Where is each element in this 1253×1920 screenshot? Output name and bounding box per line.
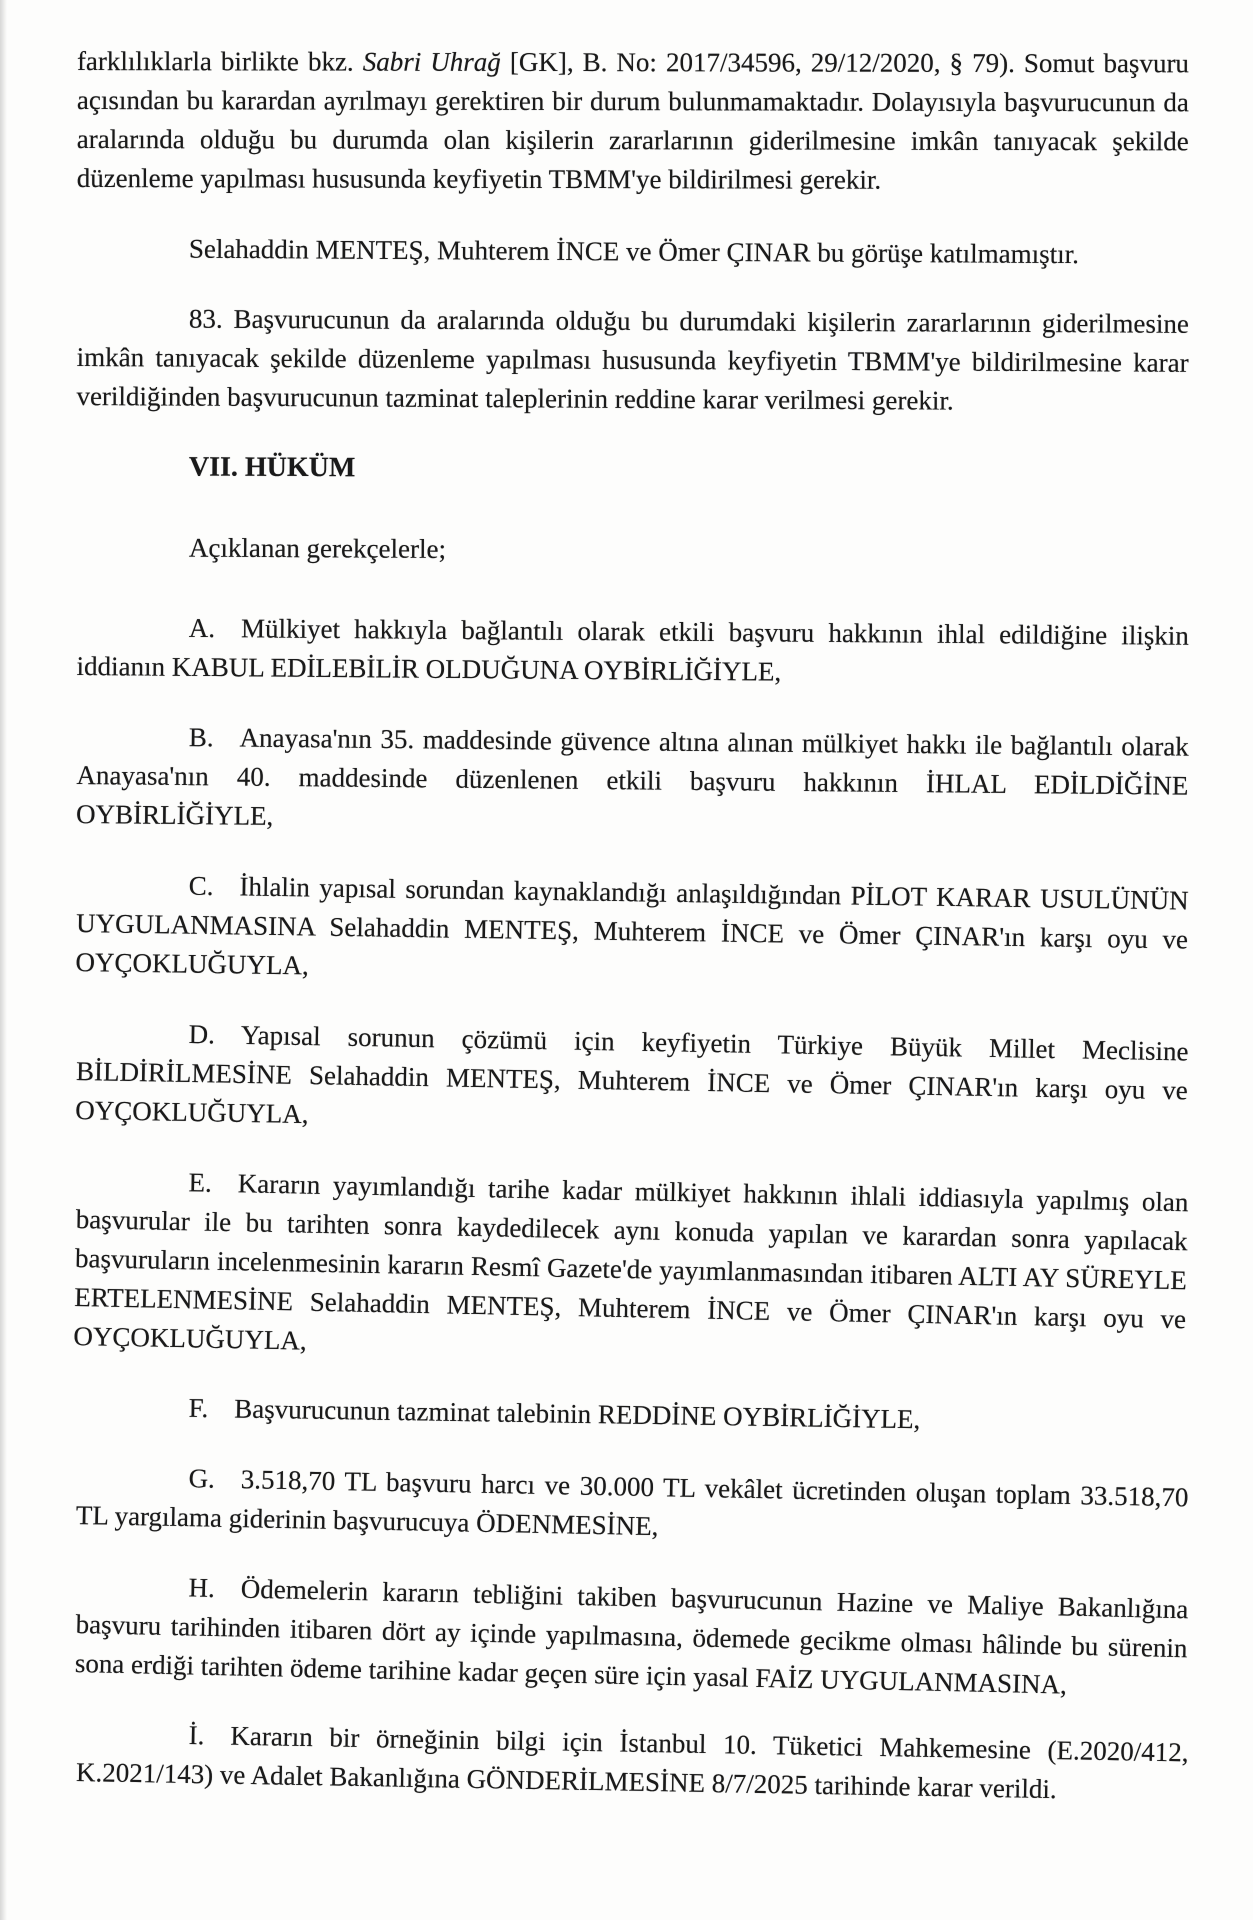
ruling-item-letter: F. <box>188 1392 209 1424</box>
ruling-item-letter: E. <box>188 1167 213 1198</box>
intro-line: Açıklanan gerekçelerle; <box>188 532 447 564</box>
ruling-item-i <box>76 1714 1189 1811</box>
ruling-item-letter: B. <box>188 722 214 753</box>
ruling-item-text: Anayasa'nın 35. maddesinde güvence altına alınan mülkiyet hakkı ile bağlantılı olarak Anayasa'nın 40. maddesinde düzenlenen etkili başvuru hakkının İHLAL EDİLDİĞİNE OYBİRLİĞİYLE, <box>75 722 1189 831</box>
ruling-item-text: Kararın yayımlandığı tarihe kadar mülkiyet hakkının ihlali iddiasıyla yapılmış olan başvurular ile bu tarihten sonra kaydedilecek aynı konuda yapılan ve karardan sonra yapılacak başvuruların incelenmesinin kararın Resmî Gazete'de yayımlanmasından itibaren ALTI AY SÜREYLE ERTELENMESİNE Selahaddin MENTEŞ, Muhterem İNCE ve Ömer ÇINAR'ın karşı oyu ve OYÇOKLUĞUYLA, <box>73 1168 1189 1356</box>
ruling-item-letter: A. <box>188 612 216 644</box>
ruling-item-text: 3.518,70 TL başvuru harcı ve 30.000 TL vekâlet ücretinden oluşan toplam 33.518,70 TL yargılama giderinin başvurucuya ÖDENMESİNE, <box>75 1464 1189 1542</box>
ruling-item-letter: C. <box>188 870 214 902</box>
ruling-item-f <box>76 1387 1188 1443</box>
ruling-item-text: İhlalin yapısal sorundan kaynaklandığı anlaşıldığından PİLOT KARAR USULÜNÜN UYGULANMASINA Selahaddin MENTEŞ, Muhterem İNCE ve Ömer ÇINAR'ın karşı oyu ve OYÇOKLUĞUYLA, <box>75 871 1189 981</box>
section-heading-hukum: VII. HÜKÜM <box>188 451 356 484</box>
ruling-item-e <box>73 1161 1189 1378</box>
ruling-item-d <box>75 1013 1189 1149</box>
ruling-item-g <box>76 1457 1189 1556</box>
ruling-item-b <box>76 717 1189 845</box>
ruling-item-letter: G. <box>188 1463 216 1494</box>
ruling-item-letter: D. <box>188 1018 216 1050</box>
dissent-note: Selahaddin MENTEŞ, Muhterem İNCE ve Ömer ÇINAR bu görüşe katılmamıştır. <box>188 233 1080 270</box>
ruling-item-text: Kararın bir örneğinin bilgi için İstanbul 10. Tüketici Mahkemesine (E.2020/412, K.2021/143) ve Adalet Bakanlığına GÖNDERİLMESİNE 8/7/2025 tarihinde karar verildi. <box>75 1720 1189 1805</box>
document-page <box>73 42 1189 1823</box>
ruling-item-letter: İ. <box>188 1719 205 1751</box>
ruling-item-letter: H. <box>188 1572 216 1604</box>
ruling-item-h <box>74 1566 1188 1707</box>
ruling-item-text: Yapısal sorunun çözümü için keyfiyetin Türkiye Büyük Millet Meclisine BİLDİRİLMESİNE Selahaddin MENTEŞ, Muhterem İNCE ve Ömer ÇINAR'ın karşı oyu ve OYÇOKLUĞUYLA, <box>75 1019 1189 1130</box>
citation-text-post: [GK], B. No: 2017/34596, 29/12/2020, § 79). Somut başvuru açısından bu karardan ayrılmayı gerektiren bir durum bulunmamaktadır. Dolayısıyla başvurucunun da aralarında olduğu bu durumda olan kişilerin zararlarının giderilmesine imkân tanıyacak şekilde düzenleme yapılması hususunda keyfiyetin TBMM'ye bildirilmesi gerekir. <box>76 46 1189 195</box>
citation-text-pre: farklılıklarla birlikte bkz. <box>76 45 363 77</box>
ruling-item-text: Ödemelerin kararın tebliğini takiben başvurucunun Hazine ve Maliye Bakanlığına başvuru tarihinden itibaren dört ay içinde yapılmasına, ödemede gecikme olması hâlinde bu sürenin sona erdiği tarihten ödeme tarihine kadar geçen süre için yasal FAİZ UYGULANMASINA, <box>74 1573 1189 1700</box>
paragraph-83: 83. Başvurucunun da aralarında olduğu bu durumdaki kişilerin zararlarının giderilmesine imkân tanıyacak şekilde düzenleme yapılması hususunda keyfiyetin TBMM'ye bildirilmesine karar verildiğinden başvurucunun tazminat taleplerinin reddine karar verilmesi gerekir. <box>76 303 1189 416</box>
case-name-italic: Sabri Uhrağ <box>362 46 501 77</box>
continuation-paragraph <box>77 42 1189 200</box>
ruling-item-c <box>75 865 1189 998</box>
scan-edge-shadow <box>0 0 7 1920</box>
ruling-item-text: Mülkiyet hakkıyla bağlantılı olarak etkili başvuru hakkının ihlal edildiğine ilişkin iddianın KABUL EDİLEBİLİR OLDUĞUNA OYBİRLİĞİYLE, <box>76 613 1189 687</box>
ruling-item-a <box>76 608 1189 695</box>
ruling-item-text: Başvurucunun tazminat talebinin REDDİNE OYBİRLİĞİYLE, <box>234 1393 921 1435</box>
